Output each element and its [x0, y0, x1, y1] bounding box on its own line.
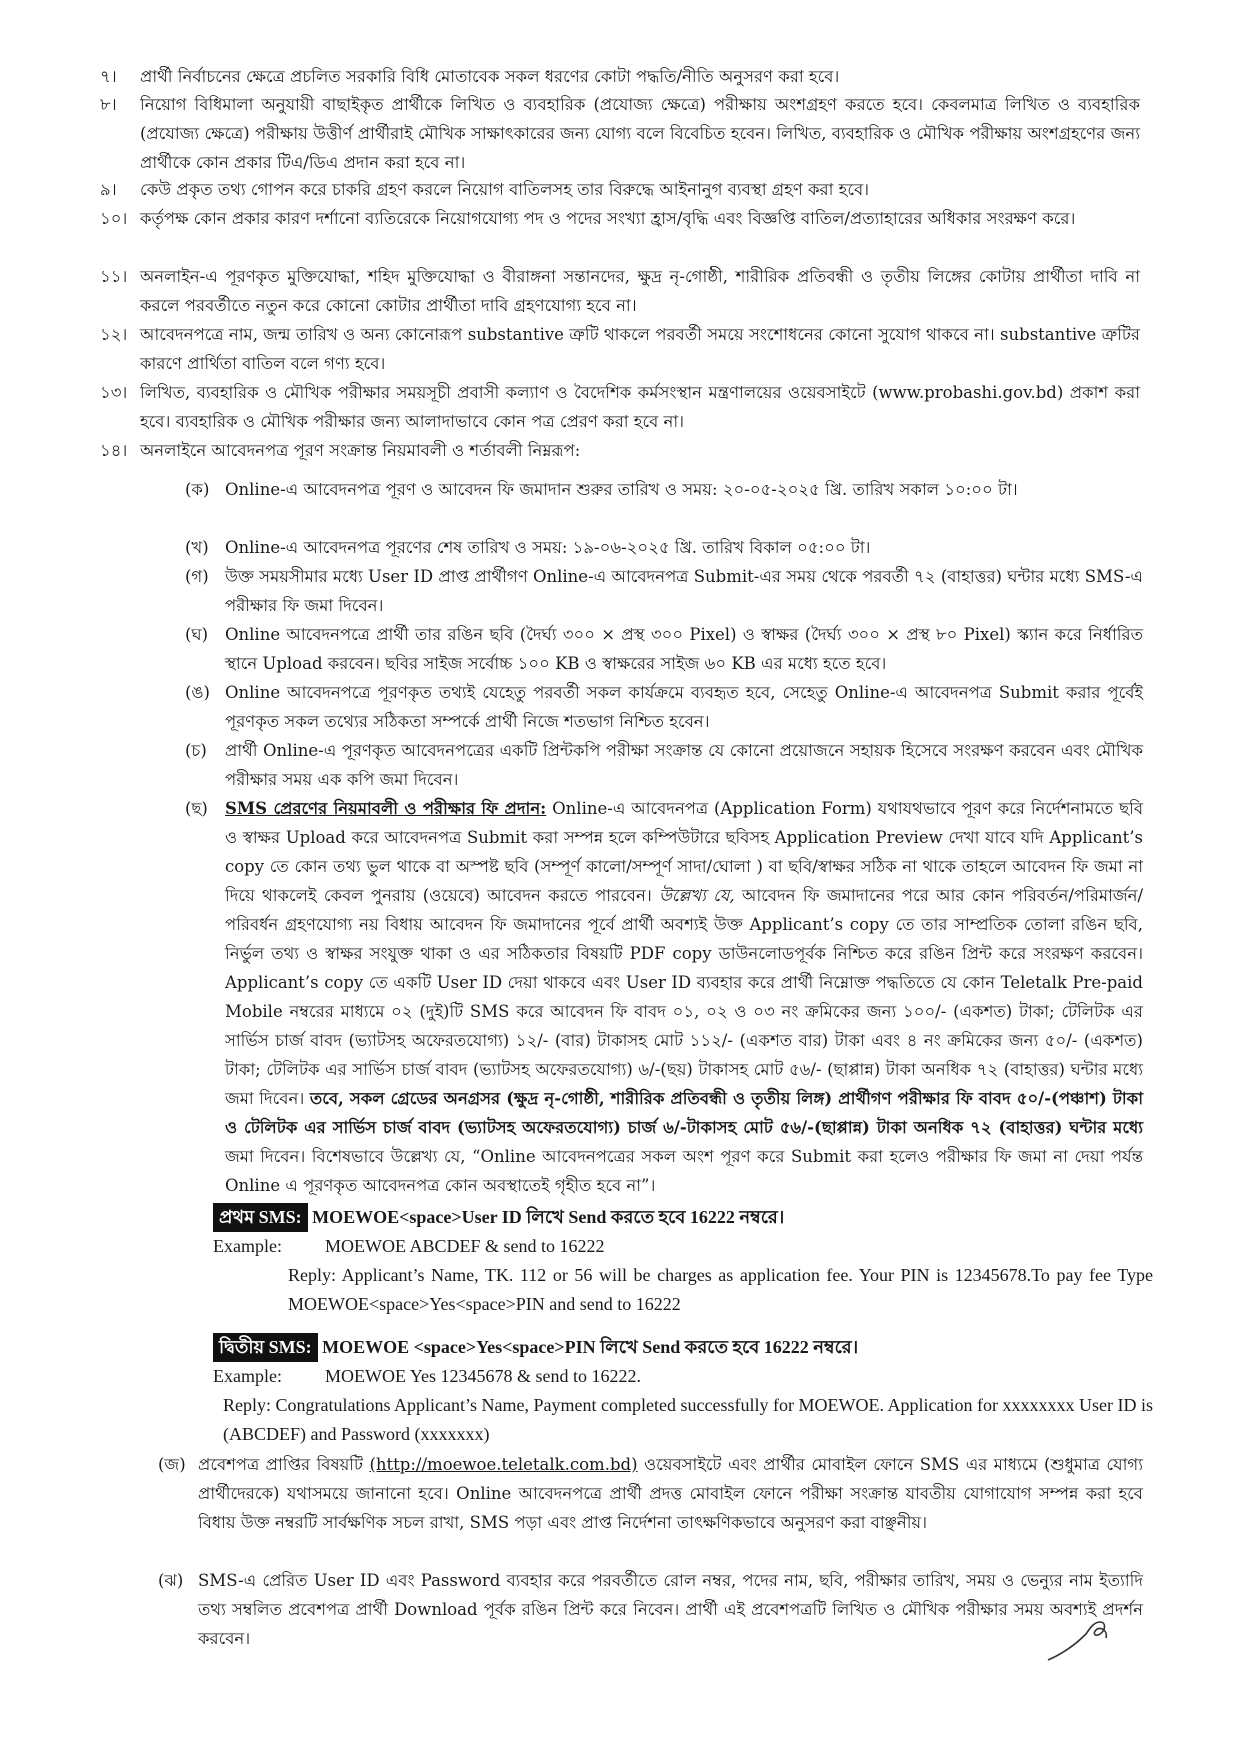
item-14 — [100, 436, 1140, 465]
item-number: ১৪। — [100, 441, 128, 460]
item-number: ১২। — [100, 325, 128, 344]
subitem-text: Online আবেদনপত্রে পূরণকৃত তথ্যই যেহেতু পরবর্তী সকল কার্যক্রমে ব্যবহৃত হবে, সেহেতু Online-এ আবেদনপত্র Submit করার পূর্বেই পূরণকৃত সকল তথ্যের সঠিকতা সম্পর্কে প্রার্থী নিজে শতভাগ নিশ্চিত হবেন। — [225, 683, 1143, 731]
second-sms-example: MOEWOE Yes 12345678 & send to 16222. — [325, 1366, 642, 1386]
sms-rules-heading: SMS প্রেরণের নিয়মাবলী ও পরীক্ষার ফি প্রদান: — [225, 799, 547, 818]
item-8 — [100, 90, 1140, 177]
subitem-mark: (ছ) — [185, 799, 208, 818]
first-sms-example-label: Example: — [213, 1236, 282, 1256]
item-12 — [100, 320, 1140, 378]
item-11 — [100, 262, 1140, 320]
subitem-chha-sms-rules — [185, 794, 1144, 1200]
item-text: অনলাইন-এ পূরণকৃত মুক্তিযোদ্ধা, শহিদ মুক্তিযোদ্ধা ও বীরাঙ্গনা সন্তানদের, ক্ষুদ্র নৃ-গোষ্ঠী, শারীরিক প্রতিবন্ধী ও তৃতীয় লিঙ্গের কোটায় প্রার্থীতা দাবি না করলে পরবর্তীতে নতুন করে কোনো কোটার প্রার্থীতা দাবি গ্রহণযোগ্য হবে না। — [140, 267, 1140, 315]
first-sms-command: MOEWOE<space>User ID লিখে Send করতে হবে 16222 নম্বরে। — [312, 1207, 785, 1227]
item-13 — [100, 378, 1140, 436]
sms-rules-part3: জমা দিবেন। বিশেষভাবে উল্লেখ্য যে, “Online আবেদনপত্রের সকল অংশ পূরণ করে Submit করা হলেও পরীক্ষার ফি জমা না দেয়া পর্যন্ত Online এ পূরণকৃত আবেদনপত্র কোন অবস্থাতেই গৃহীত হবে না”। — [225, 1147, 1143, 1195]
item-number: ১০। — [100, 209, 128, 228]
subitem-mark: (গ) — [185, 567, 209, 586]
item-number: ৯। — [100, 180, 117, 199]
first-sms-example: MOEWOE ABCDEF & send to 16222 — [325, 1236, 605, 1256]
subitem-gha — [185, 620, 1143, 678]
item-text: নিয়োগ বিধিমালা অনুযায়ী বাছাইকৃত প্রার্থীকে লিখিত ও ব্যবহারিক (প্রযোজ্য ক্ষেত্রে) পরীক্ষায় অংশগ্রহণ করতে হবে। কেবলমাত্র লিখিত ও ব্যবহারিক (প্রযোজ্য ক্ষেত্রে) পরীক্ষায় উত্তীর্ণ প্রার্থীরাই মৌখিক সাক্ষাৎকারের জন্য যোগ্য বলে বিবেচিত হবেন। লিখিত, ব্যবহারিক ও মৌখিক পরীক্ষায় অংশগ্রহণের জন্য প্রার্থীকে কোন প্রকার টিএ/ডিএ প্রদান করা হবে না। — [140, 95, 1140, 172]
sms-rules-bold-note: তবে, সকল গ্রেডের অনগ্রসর (ক্ষুদ্র নৃ-গোষ্ঠী, শারীরিক প্রতিবন্ধী ও তৃতীয় লিঙ্গ) প্রার্থীগণ পরীক্ষার ফি বাবদ ৫০/-(পঞ্চাশ) টাকা ও টেলিটক এর সার্ভিস চার্জ বাবদ (ভ্যাটসহ অফেরতযোগ্য) চার্জ ৬/-টাকাসহ মোট ৫৬/-(ছাপ্পান্ন) টাকা অনধিক ৭২ (বাহাত্তর) ঘন্টার মধ্যে — [225, 1089, 1144, 1137]
subitem-text: প্রার্থী Online-এ পূরণকৃত আবেদনপত্রের একটি প্রিন্টকপি পরীক্ষা সংক্রান্ত যে কোনো প্রয়োজনে সহায়ক হিসেবে সংরক্ষণ করবেন এবং মৌখিক পরীক্ষার সময় এক কপি জমা দিবেন। — [225, 741, 1143, 789]
sms-rules-part1: Online-এ আবেদনপত্র (Application Form) যথাযথভাবে পূরণ করে নির্দেশনামতে ছবি ও স্বাক্ষর Upload করে আবেদনপত্র Submit করা সম্পন্ন হলে কম্পিউটারে ছবিসহ Application Preview দেখা যাবে যদি Applicant’s copy তে কোন তথ্য ভুল থাকে বা অস্পষ্ট ছবি (সম্পূর্ণ কালো/সম্পূর্ণ সাদা/ঘোলা ) বা ছবি/স্বাক্ষর সঠিক না থাকে তাহলে আবেদন ফি জমা না দিয়ে থাকলেই কেবল পুনরায় (ওয়েবে) আবেদন করতে পারবেন। — [225, 799, 1144, 905]
subitem-ja-text-before: প্রবেশপত্র প্রাপ্তির বিষয়টি — [198, 1455, 364, 1474]
item-9 — [100, 175, 1140, 204]
subitem-ka — [185, 475, 1143, 504]
item-number: ৭। — [100, 67, 117, 86]
item-text: অনলাইনে আবেদনপত্র পূরণ সংক্রান্ত নিয়মাবলী ও শর্তাবলী নিম্নরূপ: — [140, 441, 581, 460]
sms-rules-note-label: উল্লেখ্য যে, — [659, 886, 735, 905]
subitem-mark: (খ) — [185, 538, 209, 557]
second-sms-example-label: Example: — [213, 1366, 282, 1386]
subitem-ja-text-after: ওয়েবসাইটে এবং প্রার্থীর মোবাইল ফোনে SMS এর মাধ্যমে (শুধুমাত্র যোগ্য প্রার্থীদেরকে) যথাসময়ে জানানো হবে। Online আবেদনপত্রে প্রার্থী প্রদত্ত মোবাইল ফোনে পরীক্ষা সংক্রান্ত যাবতীয় যোগাযোগ সম্পন্ন করা হবে বিধায় উক্ত নম্বরটি সার্বক্ষণিক সচল রাখা, SMS পড়া এবং প্রাপ্ত নির্দেশনা তাৎক্ষণিকভাবে অনুসরণ করা বাঞ্ছনীয়। — [198, 1455, 1144, 1532]
sms-rules-part2: আবেদন ফি জমাদানের পরে আর কোন পরিবর্তন/পরিমার্জন/পরিবর্ধন গ্রহণযোগ্য নয় বিধায় আবেদন ফি জমাদানের পূর্বে প্রার্থী অবশ্যই উক্ত Applicant’s copy তে তার সাম্প্রতিক তোলা রঙিন ছবি, নির্ভুল তথ্য ও স্বাক্ষর সংযুক্ত থাকা ও এর সঠিকতার বিষয়টি PDF copy ডাউনলোডপূর্বক নিশ্চিত করে রঙিন প্রিন্ট করে সংরক্ষণ করবেন। Applicant’s copy তে একটি User ID দেয়া থাকবে এবং User ID ব্যবহার করে প্রার্থী নিম্নোক্ত পদ্ধতিতে যে কোন Teletalk Pre-paid Mobile নম্বরের মাধ্যমে ০২ (দুই)টি SMS করে আবেদন ফি বাবদ ০১, ০২ ও ০৩ নং ক্রমিকের জন্য ১০০/- (একশত) টাকা; টেলিটক এর সার্ভিস চার্জ বাবদ (ভ্যাটসহ অফেরতযোগ্য) ১২/- (বার) টাকাসহ মোট ১১২/- (একশত বার) টাকা এবং ৪ নং ক্রমিকের জন্য ৫০/- (একশত) টাকা; টেলিটক এর সার্ভিস চার্জ বাবদ (ভ্যাটসহ অফেরতযোগ্য) ৬/-(ছয়) টাকাসহ মোট ৫৬/- (ছাপ্পান্ন) টাকা অনধিক ৭২ (বাহাত্তর) ঘন্টার মধ্যে জমা দিবেন। — [225, 886, 1144, 1108]
subitem-text — [198, 1450, 1143, 1537]
subitem-text: Online-এ আবেদনপত্র পূরণের শেষ তারিখ ও সময়: ১৯-০৬-২০২৫ খ্রি. তারিখ বিকাল ০৫:০০ টা। — [225, 538, 871, 557]
second-sms-block — [213, 1333, 1153, 1449]
second-sms-reply: Reply: Congratulations Applicant’s Name, Payment completed successfully for MOEWOE. Application for xxxxxxxx User ID is (ABCDEF) and Password (xxxxxxx) — [223, 1395, 1153, 1444]
subitem-mark: (জ) — [158, 1455, 186, 1474]
item-7 — [100, 62, 1140, 91]
first-sms-reply: Reply: Applicant’s Name, TK. 112 or 56 will be charges as application fee. Your PIN is 12345678.To pay fee Type MOEWOE<space>Yes<space>PIN and send to 16222 — [288, 1265, 1153, 1314]
subitem-mark: (ঘ) — [185, 625, 209, 644]
subitem-text: উক্ত সময়সীমার মধ্যে User ID প্রাপ্ত প্রার্থীগণ Online-এ আবেদনপত্র Submit-এর সময় থেকে পরবর্তী ৭২ (বাহাত্তর) ঘন্টার মধ্যে SMS-এ পরীক্ষার ফি জমা দিবেন। — [225, 567, 1143, 615]
subitem-ja — [158, 1450, 1144, 1537]
item-text: কেউ প্রকৃত তথ্য গোপন করে চাকরি গ্রহণ করলে নিয়োগ বাতিলসহ তার বিরুদ্ধে আইনানুগ ব্যবস্থা গ্রহণ করা হবে। — [140, 180, 870, 199]
subitem-text: SMS-এ প্রেরিত User ID এবং Password ব্যবহার করে পরবর্তীতে রোল নম্বর, পদের নাম, ছবি, পরীক্ষার তারিখ, সময় ও ভেন্যুর নাম ইত্যাদি তথ্য সম্বলিত প্রবেশপত্র প্রার্থী Download পূর্বক রঙিন প্রিন্ট করে নিবেন। প্রার্থী এই প্রবেশপত্রটি লিখিত ও মৌখিক পরীক্ষার সময় অবশ্যই প্রদর্শন করবেন। — [198, 1571, 1143, 1648]
item-text: লিখিত, ব্যবহারিক ও মৌখিক পরীক্ষার সময়সূচী প্রবাসী কল্যাণ ও বৈদেশিক কর্মসংস্থান মন্ত্রণালয়ের ওয়েবসাইটে (www.probashi.gov.bd) প্রকাশ করা হবে। ব্যবহারিক ও মৌখিক পরীক্ষার জন্য আলাদাভাবে কোন পত্র প্রেরণ করা হবে না। — [140, 383, 1140, 431]
second-sms-command: MOEWOE <space>Yes<space>PIN লিখে Send করতে হবে 16222 নম্বরে। — [322, 1337, 859, 1357]
subitem-mark: (ঙ) — [185, 683, 210, 702]
item-10 — [100, 204, 1140, 233]
subitem-mark: (ঝ) — [158, 1571, 184, 1590]
subitem-mark: (চ) — [185, 741, 207, 760]
first-sms-block — [213, 1203, 1153, 1319]
item-text: কর্তৃপক্ষ কোন প্রকার কারণ দর্শানো ব্যতিরেকে নিয়োগযোগ্য পদ ও পদের সংখ্যা হ্রাস/বৃদ্ধি এবং বিজ্ঞপ্তি বাতিল/প্রত্যাহারের অধিকার সংরক্ষণ করে। — [140, 209, 1076, 228]
item-text: আবেদনপত্রে নাম, জন্ম তারিখ ও অন্য কোনোরূপ substantive ত্রুটি থাকলে পরবর্তী সময়ে সংশোধনের কোনো সুযোগ থাকবে না। substantive ত্রুটির কারণে প্রার্থিতা বাতিল বলে গণ্য হবে। — [140, 325, 1140, 373]
subitem-cha — [185, 736, 1143, 794]
signature-mark — [1040, 1608, 1120, 1668]
subitem-text: Online আবেদনপত্রে প্রার্থী তার রঙিন ছবি (দৈর্ঘ্য ৩০০ × প্রস্থ ৩০০ Pixel) ও স্বাক্ষর (দৈর্ঘ্য ৩০০ × প্রস্থ ৮০ Pixel) স্ক্যান করে নির্ধারিত স্থানে Upload করবেন। ছবির সাইজ সর্বোচ্চ ১০০ KB ও স্বাক্ষরের সাইজ ৬০ KB এর মধ্যে হতে হবে। — [225, 625, 1143, 673]
subitem-jha — [158, 1566, 1143, 1653]
second-sms-label: দ্বিতীয় SMS: — [213, 1333, 318, 1362]
subitem-kha — [185, 533, 1143, 562]
subitem-ga — [185, 562, 1143, 620]
teletalk-link[interactable]: (http://moewoe.teletalk.com.bd) — [369, 1455, 638, 1474]
item-text: প্রার্থী নির্বাচনের ক্ষেত্রে প্রচলিত সরকারি বিধি মোতাবেক সকল ধরণের কোটা পদ্ধতি/নীতি অনুসরণ করা হবে। — [140, 67, 840, 86]
item-number: ১৩। — [100, 383, 128, 402]
sms-rules-text — [225, 794, 1143, 1200]
subitem-uma — [185, 678, 1143, 736]
item-number: ৮। — [100, 95, 117, 114]
first-sms-label: প্রথম SMS: — [213, 1203, 308, 1232]
item-number: ১১। — [100, 267, 128, 286]
subitem-mark: (ক) — [185, 480, 210, 499]
subitem-text: Online-এ আবেদনপত্র পূরণ ও আবেদন ফি জমাদান শুরুর তারিখ ও সময়: ২০-০৫-২০২৫ খ্রি. তারিখ সকাল ১০:০০ টা। — [225, 480, 1018, 499]
